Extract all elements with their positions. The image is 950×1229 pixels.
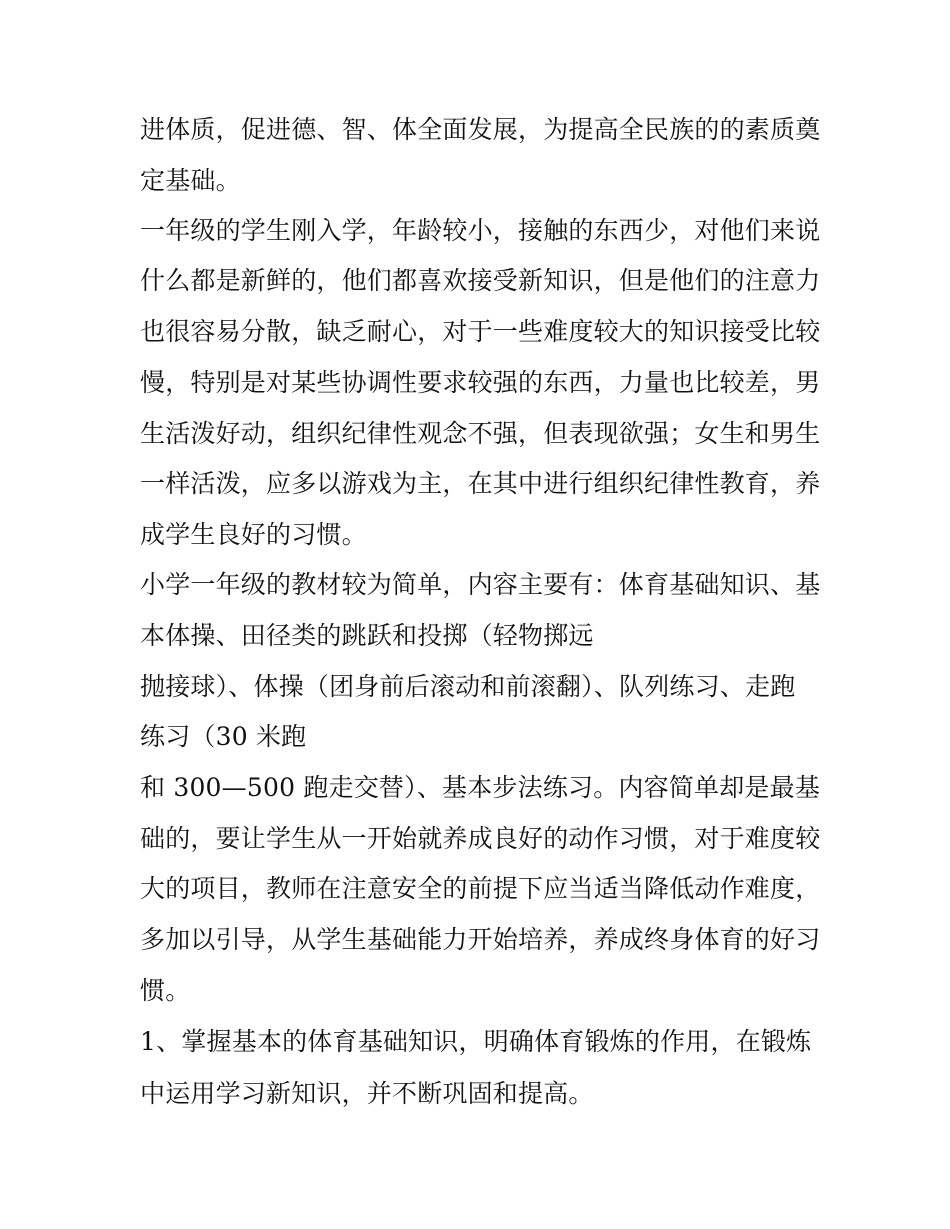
- text-line: 练习（30 米跑: [140, 722, 307, 751]
- text-line: 一样活泼，应多以游戏为主，在其中进行组织纪律性教育，养: [140, 469, 821, 498]
- text-line: 生活泼好动，组织纪律性观念不强，但表现欲强；女生和男生: [140, 419, 821, 448]
- text-line: 什么都是新鲜的，他们都喜欢接受新知识，但是他们的注意力: [140, 266, 821, 295]
- text-line: 进体质，促进德、智、体全面发展，为提高全民族的的素质奠: [140, 115, 821, 144]
- text-line: 惯。: [140, 976, 191, 1005]
- text-line: 本体操、田径类的跳跃和投掷（轻物掷远: [140, 621, 594, 650]
- text-line: 抛接球）、体操（团身前后滚动和前滚翻）、队列练习、走跑: [140, 672, 796, 701]
- text-line: 和 300—500 跑走交替）、基本步法练习。内容简单却是最基: [140, 773, 821, 802]
- text-line: 慢，特别是对某些协调性要求较强的东西，力量也比较差，男: [140, 368, 821, 397]
- text-line: 一年级的学生刚入学，年龄较小，接触的东西少，对他们来说: [140, 216, 821, 245]
- text-line: 也很容易分散，缺乏耐心，对于一些难度较大的知识接受比较: [140, 317, 821, 346]
- text-line: 大的项目，教师在注意安全的前提下应当适当降低动作难度，: [140, 874, 821, 903]
- text-line: 中运用学习新知识，并不断巩固和提高。: [140, 1079, 594, 1108]
- text-line: 成学生良好的习惯。: [140, 520, 367, 549]
- text-line: 1、掌握基本的体育基础知识，明确体育锻炼的作用，在锻炼: [140, 1027, 812, 1056]
- text-line: 定基础。: [140, 166, 241, 195]
- text-line: 础的，要让学生从一开始就养成良好的动作习惯，对于难度较: [140, 824, 821, 853]
- text-line: 小学一年级的教材较为简单，内容主要有：体育基础知识、基: [140, 570, 821, 599]
- text-line: 多加以引导，从学生基础能力开始培养，养成终身体育的好习: [140, 925, 821, 954]
